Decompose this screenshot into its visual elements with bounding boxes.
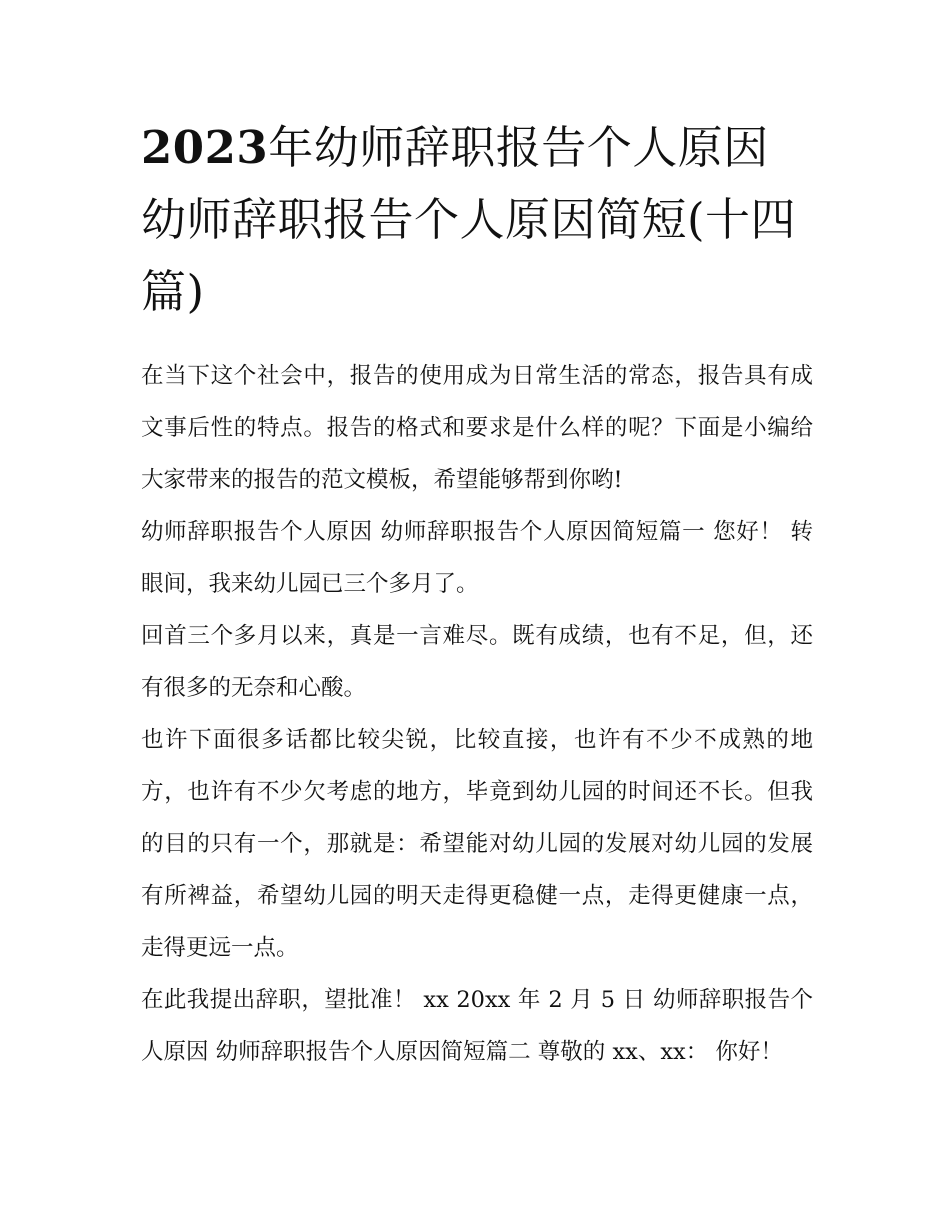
paragraph-3: 也许下面很多话都比较尖锐，比较直接，也许有不少不成熟的地方，也许有不少欠考虑的地方，毕竟到幼儿园的时间还不长。但我的目的只有一个，那就是：希望能对幼儿园的发展对幼儿园的发展有所裨益，希望幼儿园的明天走得更稳健一点，走得更健康一点，走得更远一点。 <box>141 727 813 961</box>
document-title <box>141 112 813 328</box>
document-page <box>141 112 813 1078</box>
title-text: 年幼师辞职报告个人原因 幼师辞职报告个人原因简短(十四篇) <box>141 121 797 318</box>
paragraph-2: 回首三个多月以来，真是一言难尽。既有成绩，也有不足，但，还有很多的无奈和心酸。 <box>141 623 813 701</box>
paragraph-intro: 在当下这个社会中，报告的使用成为日常生活的常态，报告具有成文事后性的特点。报告的格式和要求是什么样的呢？下面是小编给大家带来的报告的范文模板，希望能够帮到你哟! <box>141 363 813 493</box>
document-body <box>141 350 813 1078</box>
paragraph-4: 在此我提出辞职，望批准！ xx 20xx 年 2 月 5 日 幼师辞职报告个人原因 幼师辞职报告个人原因简短篇二 尊敬的 xx、xx： 你好！ <box>141 987 813 1065</box>
title-year: 2023 <box>141 121 269 174</box>
paragraph-1: 幼师辞职报告个人原因 幼师辞职报告个人原因简短篇一 您好！ 转眼间，我来幼儿园已三个多月了。 <box>141 519 813 597</box>
